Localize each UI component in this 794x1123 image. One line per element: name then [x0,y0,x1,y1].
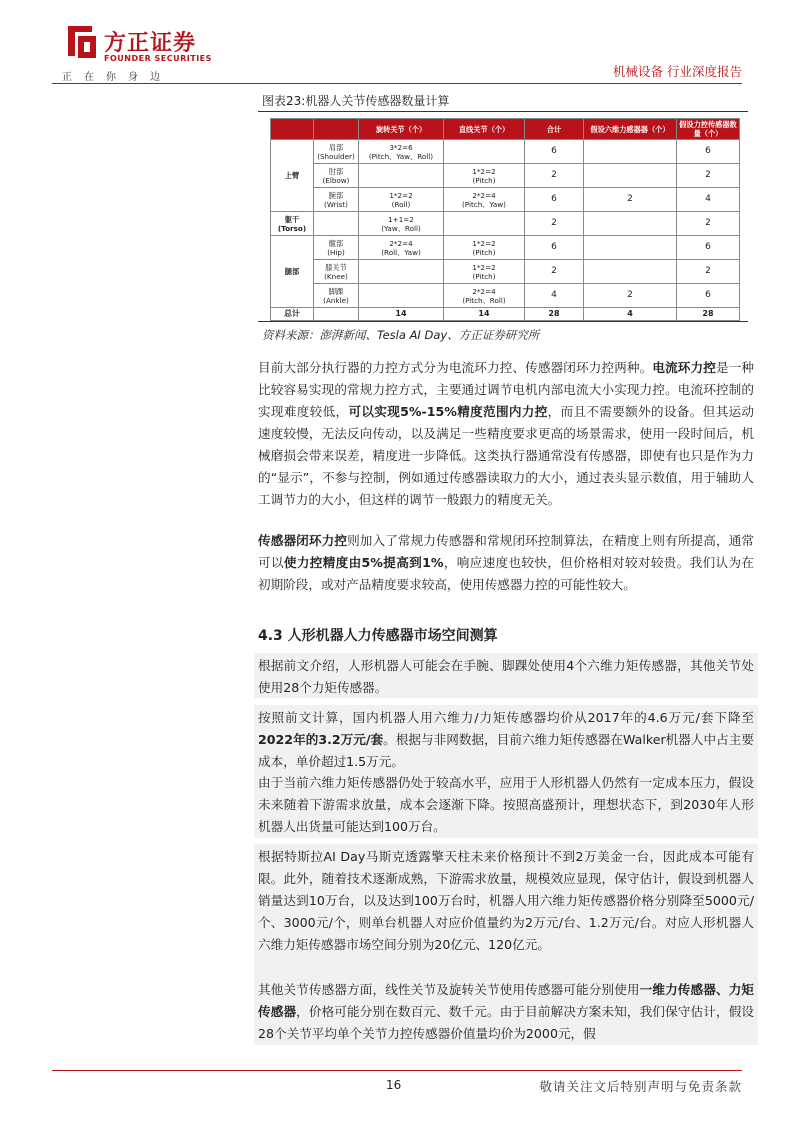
figure-source: 资料来源：澎湃新闻、Tesla AI Day、方正证券研究所 [262,328,540,342]
paragraph-sensor-loop: 传感器闭环力控则加入了常规力传感器和常规闭环控制算法，在精度上则有所提高，通常可以使力控精度由5%提高到1%，响应速度也较快，但价格相对较对较贵。我们认为在初期阶段，或对产品精度要求较高，使用传感器力控的可能性较大。 [258,533,755,592]
table-cell-six [584,260,677,284]
col-header: 直线关节（个） [444,119,525,140]
table-cell-part: 肘部 (Elbow) [314,164,359,188]
table-cell-part [314,212,359,236]
table-cell-rot: 2*2=4 (Roll、Yaw) [359,236,444,260]
table-cell-part: 腕部 (Wrist) [314,188,359,212]
founder-logo-icon [62,22,102,62]
table-cell-sum: 2 [525,164,584,188]
table-cell-lin: 1*2=2 (Pitch) [444,164,525,188]
paragraph-price-trend: 按照前文计算，国内机器人用六维力/力矩传感器均价从2017年的4.6万元/套下降至2022年的3.2万元/套。根据与非网数据，目前六维力矩传感器在Walker机器人中占主要成本，单价超过1.5万元。 [258,710,754,769]
company-name-en: FOUNDER SECURITIES [104,54,212,63]
table-cell-six [584,140,677,164]
table-cell-lin [444,140,525,164]
table-row [271,284,740,308]
table-cell-force: 6 [677,236,740,260]
figure-title: 图表23:机器人关节传感器数量计算 [262,94,450,108]
table-cell-rot: 1*2=2 (Roll) [359,188,444,212]
figure-bottom-rule [258,321,748,322]
page-number: 16 [386,1078,402,1092]
table-cell-total-force: 28 [677,308,740,321]
table-cell-sum: 6 [525,140,584,164]
table-row [271,140,740,164]
table-cell-total-label: 总计 [271,308,314,321]
table-cell-rot: 1+1=2 (Yaw、Roll) [359,212,444,236]
table-cell-group: 腿部 [271,236,314,308]
table-cell-sum: 6 [525,188,584,212]
table-cell-lin [444,212,525,236]
table-cell-part: 膝关节 (Knee) [314,260,359,284]
table-cell-force: 2 [677,260,740,284]
table-cell-force: 6 [677,140,740,164]
col-header: 旋转关节（个） [359,119,444,140]
table-cell-part: 髋部 (Hip) [314,236,359,260]
company-name-cn: 方正证券 [104,31,197,56]
table-row [271,164,740,188]
table-cell-lin: 2*2=4 (Pitch、Roll) [444,284,525,308]
figure-top-rule [258,111,748,112]
paragraph-sensor-usage: 根据前文介绍，人形机器人可能会在手腕、脚踝处使用4个六维力矩传感器，其他关节处使用28个力矩传感器。 [258,658,754,695]
col-header: 合计 [525,119,584,140]
table-cell-blank [314,308,359,321]
table-cell-six [584,236,677,260]
table-cell-rot: 3*2=6 (Pitch、Yaw、Roll) [359,140,444,164]
paragraph-other-joints: 其他关节传感器方面，线性关节及旋转关节使用传感器可能分别使用一维力传感器、力矩传感器，价格可能分别在数百元、数千元。由于目前解决方案未知，我们保守估计，假设28个关节平均单个关节力控传感器价值量均价为2000元，假 [258,982,755,1041]
paragraph-market-size: 根据特斯拉AI Day马斯克透露擎天柱未来价格预计不到2万美金一台，因此成本可能有限。此外，随着技术逐渐成熟，下游需求放量，规模效应显现，保守估计，假设到机器人销量达到10万台，以及达到100万台时，机器人用六维力矩传感器价格分别降至5000元/个、3000元/个，则单台机器人对应价值量约为2万元/台、1.2万元/台。对应人形机器人六维力矩传感器市场空间分别为20亿元、120亿元。 [258,849,754,952]
table-cell-six [584,212,677,236]
table-cell-part: 肩部 (Shoulder) [314,140,359,164]
table-cell-rot [359,260,444,284]
table-cell-force: 2 [677,212,740,236]
footer-divider [52,1070,742,1071]
table-cell-total-rot: 14 [359,308,444,321]
footer-disclaimer: 敬请关注文后特别声明与免责条款 [539,1079,742,1094]
table-cell-total-six: 4 [584,308,677,321]
col-header: 假设力控传感器数量（个） [677,119,740,140]
paragraph-cost-pressure: 由于当前六维力矩传感器仍处于较高水平，应用于人形机器人仍然有一定成本压力，假设未来随着下游需求放量，成本会逐渐下降。按照高盛预计，理想状态下，到2030年人形机器人出货量可能达到100万台。 [258,775,754,834]
table-row [271,260,740,284]
table-total-row [271,308,740,321]
table-cell-lin: 2*2=4 (Pitch、Yaw) [444,188,525,212]
table-row [271,236,740,260]
table-cell-total-lin: 14 [444,308,525,321]
table-cell-six: 2 [584,188,677,212]
paragraph-current-loop: 目前大部分执行器的力控方式分为电流环力控、传感器闭环力控两种。电流环力控是一种比较容易实现的常规力控方式，主要通过调节电机内部电流大小实现力控。电流环控制的实现难度较低，可以实现5%-15%精度范围内力控，而且不需要额外的设备。但其运动速度较慢，无法反向传动，以及满足一些精度要求更高的场景需求，使用一段时间后，机械磨损会带来误差，精度进一步降低。这类执行器通常没有传感器，即使有也只是作为力的“显示”，不参与控制，例如通过传感器读取力的大小，通过表头显示数值，用于辅助人工调节力的大小，但这样的调节一般跟力的精度无关。 [258,360,755,507]
table-cell-part: 脚踝 (Ankle) [314,284,359,308]
table-cell-rot [359,284,444,308]
sensor-count-table [270,118,740,321]
header-divider [52,83,742,84]
col-header [271,119,314,140]
table-cell-sum: 6 [525,236,584,260]
table-cell-group: 躯干 (Torso) [271,212,314,236]
table-cell-group: 上臂 [271,140,314,212]
table-cell-total-sum: 28 [525,308,584,321]
col-header: 假设六维力感器器（个） [584,119,677,140]
table-cell-force: 6 [677,284,740,308]
section-heading: 4.3 人形机器人力传感器市场空间测算 [258,628,498,644]
table-row [271,188,740,212]
table-cell-lin: 1*2=2 (Pitch) [444,260,525,284]
table-cell-six [584,164,677,188]
table-row [271,212,740,236]
table-cell-sum: 4 [525,284,584,308]
table-cell-force: 2 [677,164,740,188]
table-cell-sum: 2 [525,260,584,284]
table-cell-lin: 1*2=2 (Pitch) [444,236,525,260]
table-cell-force: 4 [677,188,740,212]
table-cell-sum: 2 [525,212,584,236]
table-cell-six: 2 [584,284,677,308]
table-cell-rot [359,164,444,188]
report-type: 机械设备 行业深度报告 [613,64,742,79]
slogan: 正在你身边 [62,72,172,83]
col-header [314,119,359,140]
